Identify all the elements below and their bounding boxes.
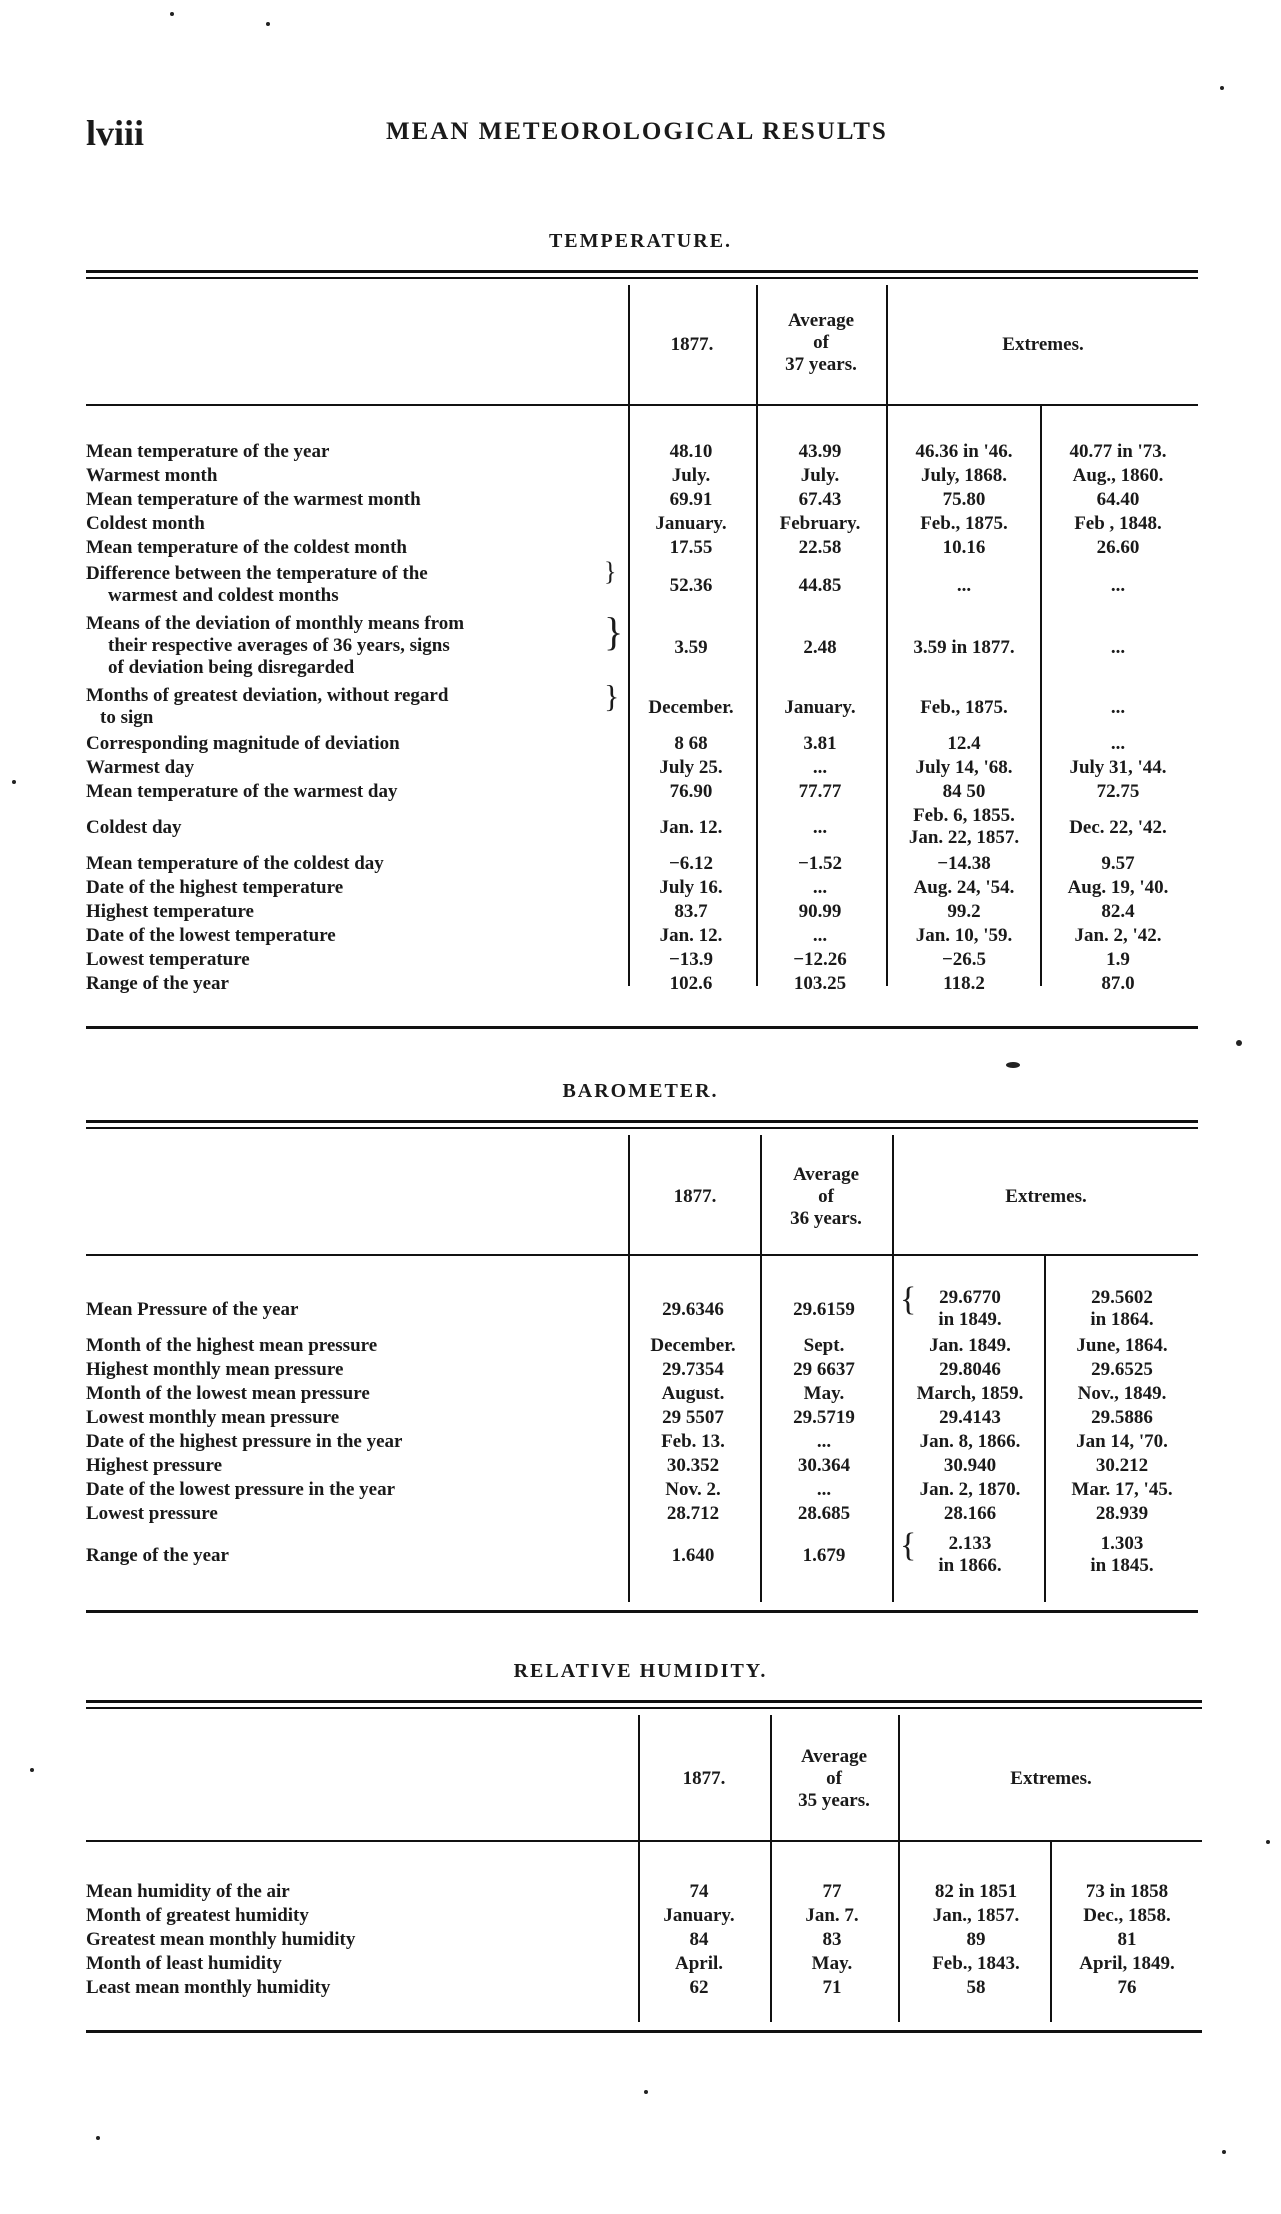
- value-1877: 28.712: [666, 1503, 720, 1524]
- value-extreme-1: 28.166: [943, 1503, 997, 1524]
- value-extreme-1: Jan., 1857.: [932, 1905, 1020, 1926]
- value-extreme-1: July 14, '68.: [915, 757, 1013, 778]
- value-extreme-2: 87.0: [1101, 973, 1135, 994]
- row-label: Mean temperature of the coldest month: [86, 537, 407, 558]
- value-extreme-1: Feb. 6, 1855.: [913, 805, 1015, 826]
- value-average: ...: [812, 757, 828, 778]
- row-label: Difference between the temperature of the: [86, 563, 428, 584]
- value-1877: 76.90: [669, 781, 713, 802]
- brace-icon: {: [900, 1281, 917, 1318]
- table-row: [0, 1527, 1281, 1580]
- row-label: Highest temperature: [86, 901, 254, 922]
- value-average: 77.77: [798, 781, 842, 802]
- row-label: Mean temperature of the year: [86, 441, 330, 462]
- table-bottom-rule: [86, 1026, 1198, 1029]
- table-row: [0, 1454, 1281, 1478]
- column-divider: [628, 1135, 630, 1255]
- value-extreme-2: ...: [1110, 733, 1126, 754]
- scan-speck: [1222, 2150, 1226, 2154]
- value-1877: January.: [663, 1905, 735, 1926]
- value-extreme-1: 118.2: [943, 973, 985, 994]
- value-extreme-1: July, 1868.: [920, 465, 1008, 486]
- value-extreme-1: 75.80: [942, 489, 986, 510]
- value-extreme-1: Jan. 2, 1870.: [919, 1479, 1021, 1500]
- value-extreme-2: 76: [1117, 1977, 1137, 1998]
- value-1877: 29.7354: [662, 1359, 724, 1380]
- row-label: Mean humidity of the air: [86, 1881, 290, 1902]
- table-row: [0, 1406, 1281, 1430]
- value-extreme-2: Aug., 1860.: [1072, 465, 1164, 486]
- scan-speck: [1006, 1062, 1020, 1068]
- table-row: [0, 1358, 1281, 1382]
- table-row: [0, 1430, 1281, 1454]
- table-row: [0, 557, 1281, 610]
- value-extreme-1: March, 1859.: [916, 1383, 1024, 1404]
- value-extreme-1: Jan. 10, '59.: [915, 925, 1013, 946]
- value-average: Sept.: [803, 1335, 845, 1356]
- value-1877: 3.59: [674, 637, 708, 658]
- value-extreme-2: 29.6525: [1091, 1359, 1153, 1380]
- table-row: [0, 948, 1281, 972]
- row-label-continuation: warmest and coldest months: [108, 585, 339, 606]
- double-rule-bottom: [86, 277, 1198, 279]
- value-average: 2.48: [803, 637, 837, 658]
- header-1877: 1877.: [682, 1768, 726, 1789]
- value-average: −12.26: [793, 949, 847, 970]
- table-row: [0, 1904, 1281, 1928]
- value-average: 22.58: [798, 537, 842, 558]
- value-extreme-1: 46.36 in '46.: [915, 441, 1013, 462]
- value-1877: −6.12: [668, 853, 714, 874]
- value-extreme-1: Feb., 1843.: [932, 1953, 1020, 1974]
- row-label: Coldest day: [86, 817, 182, 838]
- scan-speck: [1266, 1840, 1270, 1844]
- row-label: Lowest pressure: [86, 1503, 218, 1524]
- value-average: ...: [816, 1479, 832, 1500]
- section-title: RELATIVE HUMIDITY.: [513, 1660, 768, 1682]
- row-label: Month of the lowest mean pressure: [86, 1383, 370, 1404]
- row-label: Months of greatest deviation, without regard: [86, 685, 449, 706]
- header-extremes: Extremes.: [1010, 1768, 1092, 1789]
- value-average: 103.25: [793, 973, 847, 994]
- table-row: [0, 464, 1281, 488]
- value-extreme-1: Feb., 1875.: [920, 513, 1008, 534]
- value-1877: 83.7: [674, 901, 708, 922]
- value-1877: Jan. 12.: [659, 925, 723, 946]
- value-extreme-1: Aug. 24, '54.: [913, 877, 1015, 898]
- value-extreme-1: Feb., 1875.: [920, 697, 1008, 718]
- value-extreme-2: 64.40: [1096, 489, 1140, 510]
- value-average: May.: [811, 1953, 853, 1974]
- value-1877: Nov. 2.: [665, 1479, 721, 1500]
- row-label: Least mean monthly humidity: [86, 1977, 331, 1998]
- value-extreme-1: 84 50: [942, 781, 986, 802]
- table-row: [0, 512, 1281, 536]
- value-1877: December.: [650, 1335, 736, 1356]
- value-extreme-1-second: Jan. 22, 1857.: [908, 827, 1020, 848]
- row-label: Mean temperature of the warmest month: [86, 489, 421, 510]
- value-average: 77: [822, 1881, 842, 1902]
- value-extreme-2: Mar. 17, '45.: [1071, 1479, 1173, 1500]
- value-average: ...: [812, 817, 828, 838]
- double-rule-top: [86, 1700, 1202, 1703]
- value-average: January.: [784, 697, 856, 718]
- value-1877: July 16.: [659, 877, 723, 898]
- value-1877: −13.9: [668, 949, 714, 970]
- value-extreme-2: Jan 14, '70.: [1076, 1431, 1168, 1452]
- value-1877: 84: [689, 1929, 709, 1950]
- value-1877: 102.6: [669, 973, 713, 994]
- row-label: Warmest day: [86, 757, 195, 778]
- brace-icon: {: [900, 1527, 917, 1564]
- value-extreme-2: 1.9: [1106, 949, 1130, 970]
- table-row: [0, 536, 1281, 560]
- row-label: Month of least humidity: [86, 1953, 282, 1974]
- value-average: February.: [779, 513, 861, 534]
- value-1877: 62: [689, 1977, 709, 1998]
- header-average-line1: Average: [787, 310, 855, 331]
- value-1877: Feb. 13.: [661, 1431, 725, 1452]
- scan-speck: [266, 22, 270, 26]
- value-1877: 30.352: [666, 1455, 720, 1476]
- value-extreme-1: 29.8046: [939, 1359, 1001, 1380]
- table-row: [0, 609, 1281, 684]
- value-average: July.: [800, 465, 840, 486]
- value-average: 29.6159: [793, 1299, 855, 1320]
- value-average: 29 6637: [793, 1359, 855, 1380]
- table-row: [0, 972, 1281, 996]
- table-bottom-rule: [86, 2030, 1202, 2033]
- value-extreme-1: 99.2: [947, 901, 981, 922]
- value-extreme-1: 30.940: [943, 1455, 997, 1476]
- header-rule: [86, 404, 1198, 406]
- value-1877: 48.10: [669, 441, 713, 462]
- value-average: 28.685: [797, 1503, 851, 1524]
- scan-speck: [30, 1768, 34, 1772]
- value-extreme-2: 1.303: [1100, 1533, 1144, 1554]
- scan-speck: [1220, 86, 1224, 90]
- scan-speck: [170, 12, 174, 16]
- row-label: Highest pressure: [86, 1455, 222, 1476]
- value-extreme-1: Jan. 8, 1866.: [919, 1431, 1021, 1452]
- value-extreme-1: 58: [966, 1977, 986, 1998]
- value-extreme-2: 30.212: [1095, 1455, 1149, 1476]
- running-title: MEAN METEOROLOGICAL RESULTS: [386, 118, 888, 145]
- value-extreme-2: ...: [1110, 697, 1126, 718]
- table-row: [0, 876, 1281, 900]
- table-row: [0, 924, 1281, 948]
- table-row: [0, 756, 1281, 780]
- table-row: [0, 1334, 1281, 1358]
- double-rule-bottom: [86, 1127, 1198, 1129]
- value-extreme-2: 26.60: [1096, 537, 1140, 558]
- value-extreme-2: April, 1849.: [1079, 1953, 1175, 1974]
- value-extreme-1: 89: [966, 1929, 986, 1950]
- double-rule-top: [86, 1120, 1198, 1123]
- value-extreme-1: 12.4: [947, 733, 981, 754]
- value-average: ...: [812, 877, 828, 898]
- value-average: 67.43: [798, 489, 842, 510]
- row-label: Highest monthly mean pressure: [86, 1359, 344, 1380]
- header-average-line3: 36 years.: [790, 1208, 862, 1229]
- value-1877: 29.6346: [662, 1299, 724, 1320]
- value-1877: July 25.: [659, 757, 723, 778]
- section-title: TEMPERATURE.: [548, 230, 733, 252]
- double-rule-bottom: [86, 1707, 1202, 1709]
- header-average-line3: 37 years.: [785, 354, 857, 375]
- row-label: Means of the deviation of monthly means from: [86, 613, 465, 634]
- value-average: 1.679: [802, 1545, 846, 1566]
- value-1877: December.: [648, 697, 734, 718]
- value-extreme-1: 82 in 1851: [934, 1881, 1018, 1902]
- row-label: Date of the highest pressure in the year: [86, 1431, 403, 1452]
- row-label: Range of the year: [86, 973, 229, 994]
- table-row: [0, 678, 1281, 732]
- value-extreme-2: 29.5886: [1091, 1407, 1153, 1428]
- value-average: 71: [822, 1977, 842, 1998]
- value-1877: 1.640: [671, 1545, 715, 1566]
- row-label: Coldest month: [86, 513, 205, 534]
- scan-speck: [96, 2136, 100, 2140]
- scan-speck: [12, 780, 16, 784]
- table-row: [0, 732, 1281, 756]
- value-extreme-1-second: in 1849.: [938, 1309, 1002, 1330]
- table-row: [0, 780, 1281, 804]
- value-extreme-2: Nov., 1849.: [1077, 1383, 1167, 1404]
- header-average-line1: Average: [792, 1164, 860, 1185]
- value-extreme-2-second: in 1845.: [1090, 1555, 1154, 1576]
- value-average: 3.81: [803, 733, 837, 754]
- table-row: [0, 1880, 1281, 1904]
- value-extreme-2: ...: [1110, 637, 1126, 658]
- header-average-line2: of: [826, 1768, 842, 1789]
- value-average: ...: [816, 1431, 832, 1452]
- value-extreme-2: Jan. 2, '42.: [1074, 925, 1162, 946]
- row-label: Month of greatest humidity: [86, 1905, 309, 1926]
- value-1877: July.: [671, 465, 711, 486]
- value-1877: 17.55: [669, 537, 713, 558]
- row-label-continuation: to sign: [100, 707, 154, 728]
- page-number: lviii: [86, 113, 145, 153]
- table-row: [0, 804, 1281, 852]
- table-row: [0, 488, 1281, 512]
- table-row: [0, 1976, 1281, 2000]
- value-1877: April.: [674, 1953, 724, 1974]
- value-extreme-2: 9.57: [1101, 853, 1135, 874]
- value-average: 90.99: [798, 901, 842, 922]
- value-extreme-2: Dec., 1858.: [1083, 1905, 1171, 1926]
- value-extreme-2: June, 1864.: [1076, 1335, 1168, 1356]
- value-extreme-2: Dec. 22, '42.: [1069, 817, 1167, 838]
- table-row: [0, 1952, 1281, 1976]
- row-label-continuation: their respective averages of 36 years, signs: [108, 635, 450, 656]
- header-average-line1: Average: [800, 1746, 868, 1767]
- header-extremes: Extremes.: [1005, 1186, 1087, 1207]
- row-label: Corresponding magnitude of deviation: [86, 733, 400, 754]
- value-extreme-2: July 31, '44.: [1069, 757, 1167, 778]
- value-extreme-2: Aug. 19, '40.: [1067, 877, 1169, 898]
- value-extreme-1: 29.4143: [939, 1407, 1001, 1428]
- double-rule-top: [86, 270, 1198, 273]
- column-divider: [628, 285, 630, 405]
- table-row: [0, 1928, 1281, 1952]
- row-label: Warmest month: [86, 465, 218, 486]
- table-row: [0, 900, 1281, 924]
- header-rule: [86, 1840, 1202, 1842]
- row-label: Range of the year: [86, 1545, 229, 1566]
- value-extreme-1: −14.38: [937, 853, 991, 874]
- row-label: Mean temperature of the coldest day: [86, 853, 384, 874]
- value-average: Jan. 7.: [805, 1905, 859, 1926]
- row-label: Lowest monthly mean pressure: [86, 1407, 340, 1428]
- value-extreme-1: 2.133: [948, 1533, 992, 1554]
- value-extreme-2: 40.77 in '73.: [1069, 441, 1167, 462]
- table-row: [0, 852, 1281, 876]
- value-extreme-1: Jan. 1849.: [929, 1335, 1011, 1356]
- brace-icon: }: [604, 557, 617, 586]
- value-extreme-2: 82.4: [1101, 901, 1135, 922]
- row-label: Date of the highest temperature: [86, 877, 344, 898]
- row-label: Month of the highest mean pressure: [86, 1335, 378, 1356]
- value-extreme-1: 29.6770: [939, 1287, 1001, 1308]
- value-average: 44.85: [798, 575, 842, 596]
- header-rule: [86, 1254, 1198, 1256]
- table-row: [0, 1281, 1281, 1334]
- value-1877: 74: [689, 1881, 709, 1902]
- value-extreme-2: 72.75: [1096, 781, 1140, 802]
- value-1877: Jan. 12.: [659, 817, 723, 838]
- value-average: −1.52: [797, 853, 843, 874]
- header-average-line2: of: [818, 1186, 834, 1207]
- scan-speck: [644, 2090, 648, 2094]
- header-1877: 1877.: [673, 1186, 717, 1207]
- value-extreme-2: ...: [1110, 575, 1126, 596]
- value-average: 29.5719: [793, 1407, 855, 1428]
- row-label-continuation: of deviation being disregarded: [108, 657, 355, 678]
- value-extreme-1: −26.5: [941, 949, 987, 970]
- table-row: [0, 440, 1281, 464]
- value-extreme-2: 81: [1117, 1929, 1137, 1950]
- value-average: 30.364: [797, 1455, 851, 1476]
- value-extreme-2: 28.939: [1095, 1503, 1149, 1524]
- value-extreme-1: 3.59 in 1877.: [913, 637, 1015, 658]
- value-1877: 8 68: [674, 733, 708, 754]
- value-extreme-2-second: in 1864.: [1090, 1309, 1154, 1330]
- section-title: BAROMETER.: [562, 1080, 719, 1102]
- row-label: Lowest temperature: [86, 949, 250, 970]
- header-1877: 1877.: [670, 334, 714, 355]
- table-row: [0, 1502, 1281, 1526]
- value-1877: 69.91: [669, 489, 713, 510]
- brace-icon: }: [604, 609, 624, 654]
- value-1877: 52.36: [669, 575, 713, 596]
- row-label: Mean Pressure of the year: [86, 1299, 299, 1320]
- value-average: May.: [803, 1383, 845, 1404]
- row-label: Mean temperature of the warmest day: [86, 781, 398, 802]
- header-extremes: Extremes.: [1002, 334, 1084, 355]
- scan-speck: [1236, 1040, 1242, 1046]
- value-extreme-1: ...: [956, 575, 972, 596]
- table-row: [0, 1382, 1281, 1406]
- value-1877: August.: [661, 1383, 725, 1404]
- value-extreme-2: 29.5602: [1091, 1287, 1153, 1308]
- header-average-line2: of: [813, 332, 829, 353]
- header-average-line3: 35 years.: [798, 1790, 870, 1811]
- value-1877: 29 5507: [662, 1407, 724, 1428]
- value-average: 83: [822, 1929, 842, 1950]
- value-1877: January.: [655, 513, 727, 534]
- value-extreme-2: 73 in 1858: [1085, 1881, 1169, 1902]
- value-average: ...: [812, 925, 828, 946]
- table-row: [0, 1478, 1281, 1502]
- value-extreme-1: 10.16: [942, 537, 986, 558]
- table-bottom-rule: [86, 1610, 1198, 1613]
- row-label: Greatest mean monthly humidity: [86, 1929, 356, 1950]
- row-label: Date of the lowest pressure in the year: [86, 1479, 396, 1500]
- value-average: 43.99: [798, 441, 842, 462]
- value-extreme-1-second: in 1866.: [938, 1555, 1002, 1576]
- brace-icon: }: [604, 678, 620, 714]
- row-label: Date of the lowest temperature: [86, 925, 336, 946]
- value-extreme-2: Feb , 1848.: [1074, 513, 1162, 534]
